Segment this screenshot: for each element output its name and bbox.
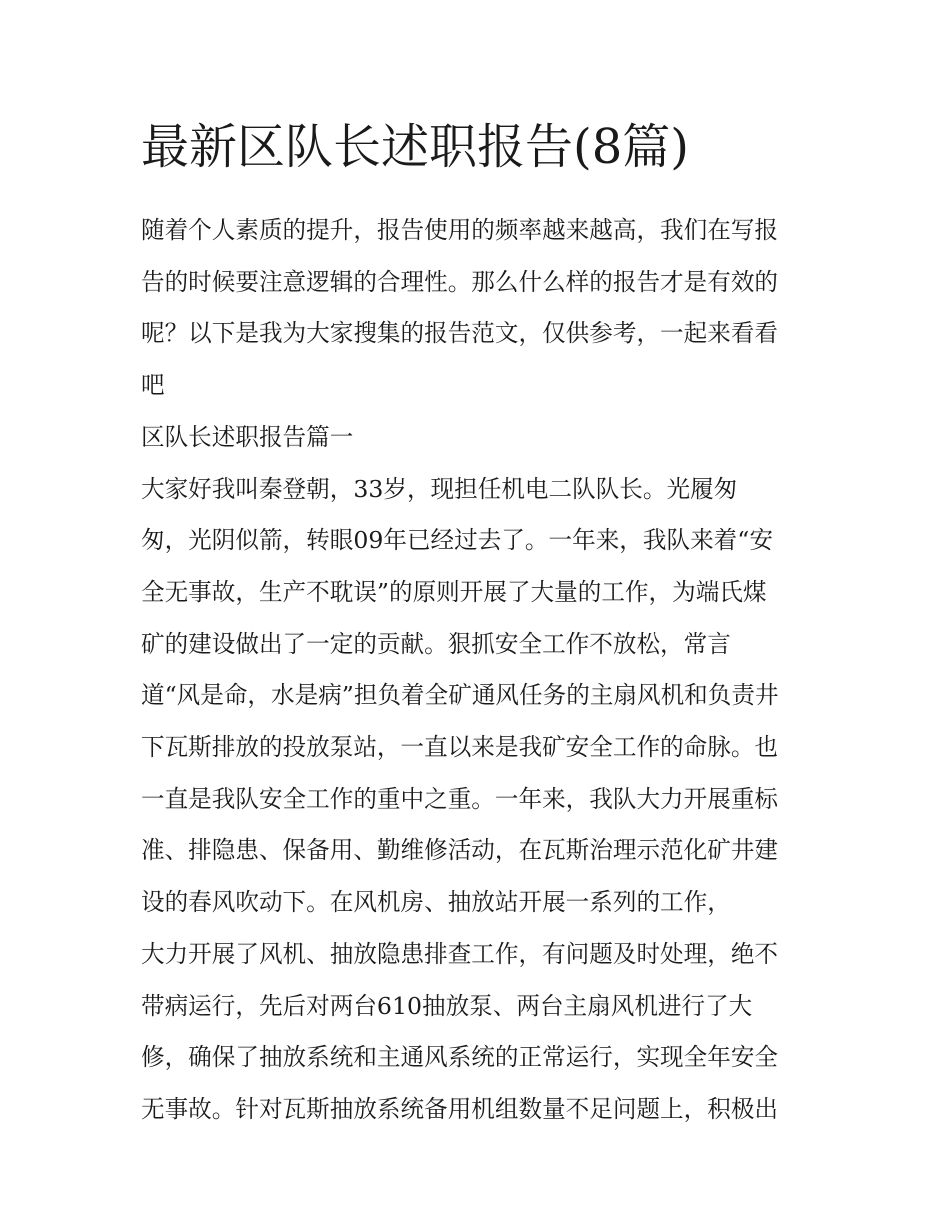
body-line: 设的春风吹动下。在风机房、抽放站开展一系列的工作， bbox=[141, 888, 731, 917]
intro-line: 告的时候要注意逻辑的合理性。那么什么样的报告才是有效的 bbox=[141, 267, 779, 296]
document-content bbox=[141, 118, 813, 1136]
body-line: 下瓦斯排放的投放泵站，一直以来是我矿安全工作的命脉。也 bbox=[141, 733, 779, 762]
section-heading: 区队长述职报告篇一 bbox=[141, 422, 354, 451]
intro-line: 呢？以下是我为大家搜集的报告范文，仅供参考，一起来看看 bbox=[141, 319, 779, 348]
body-line: 修，确保了抽放系统和主通风系统的正常运行，实现全年安全 bbox=[141, 1043, 779, 1072]
body-line: 带病运行，先后对两台610抽放泵、两台主扇风机进行了大 bbox=[141, 991, 753, 1020]
body-paragraph bbox=[141, 464, 813, 1136]
intro-line: 吧 bbox=[141, 371, 165, 400]
body-line: 无事故。针对瓦斯抽放系统备用机组数量不足问题上，积极出 bbox=[141, 1094, 779, 1123]
intro-paragraph bbox=[141, 205, 813, 412]
body-line: 道“风是命，水是病”担负着全矿通风任务的主扇风机和负责井 bbox=[141, 681, 779, 710]
document-title: 最新区队长述职报告(8篇) bbox=[141, 119, 689, 175]
body-line: 全无事故，生产不耽误”的原则开展了大量的工作，为端氏煤 bbox=[141, 577, 767, 606]
body-line: 大家好我叫秦登朝，33岁，现担任机电二队队长。光履匆 bbox=[141, 474, 738, 503]
body-line: 大力开展了风机、抽放隐患排查工作，有问题及时处理，绝不 bbox=[141, 939, 779, 968]
body-line: 一直是我队安全工作的重中之重。一年来，我队大力开展重标 bbox=[141, 784, 779, 813]
body-line: 准、排隐患、保备用、勤维修活动，在瓦斯治理示范化矿井建 bbox=[141, 836, 779, 865]
intro-line: 随着个人素质的提升，报告使用的频率越来越高，我们在写报 bbox=[141, 216, 779, 244]
body-line: 匆，光阴似箭，转眼09年已经过去了。一年来，我队来着“安 bbox=[141, 526, 773, 555]
body-line: 矿的建设做出了一定的贡献。狠抓安全工作不放松，常言 bbox=[141, 629, 731, 658]
